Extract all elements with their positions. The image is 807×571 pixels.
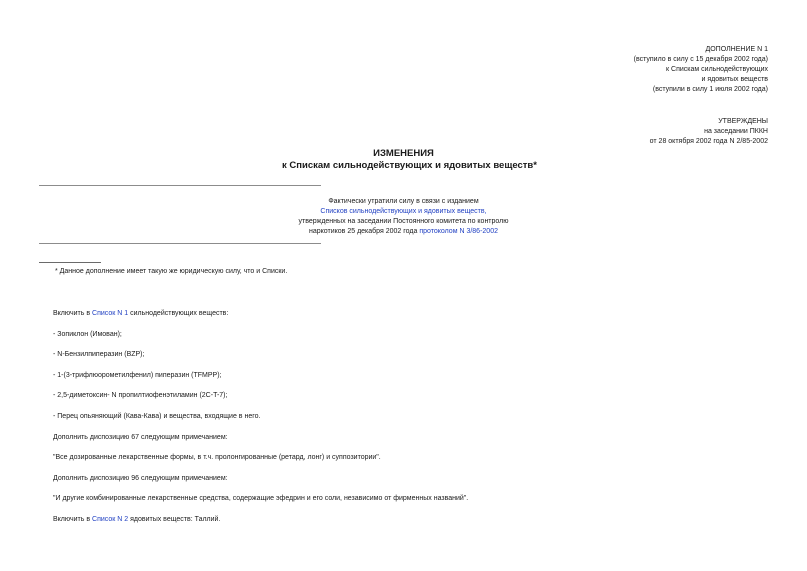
list-item: - 2,5-диметоксин- N пропилтиофенэтиламин (2C-T-7); [53,392,228,399]
list-1-link[interactable]: Список N 1 [92,310,129,317]
lists-link[interactable]: Списков сильнодействующих и ядовитых веществ, [320,208,487,215]
document-title [0,148,807,172]
status-note-line: утвержденных на заседании Постоянного комитета по контролю [298,218,509,225]
footnote: * Данное дополнение имеет такую же юридическую силу, что и Списки. [55,268,288,275]
addendum-header [634,45,768,95]
addendum-line: к Спискам сильнодействующих [666,66,768,73]
divider-bottom [39,243,321,244]
title-line-2: к Спискам сильнодействующих и ядовитых веществ* [282,160,537,171]
note-67-text: "Все дозированные лекарственные формы, в т.ч. пролонгированные (ретард, лонг) и суппозитории". [53,454,381,461]
approval-line: на заседании ПККН [704,128,768,135]
include-list2-paragraph: Включить в Список N 2 ядовитых веществ: Таллий. [53,516,221,523]
note-96-intro: Дополнить диспозицию 96 следующим примечанием: [53,475,228,482]
protocol-link[interactable]: протоколом N 3/86-2002 [419,228,498,235]
list-item: - Зопиклон (Имован); [53,331,122,338]
note-67-intro: Дополнить диспозицию 67 следующим примечанием: [53,434,228,441]
approval-header [650,117,768,147]
footnote-divider [39,262,101,263]
include-list1-paragraph: Включить в Список N 1 сильнодействующих веществ: [53,310,229,317]
addendum-line: (вступили в силу 1 июля 2002 года) [652,86,768,93]
list-2-link[interactable]: Список N 2 [92,516,129,523]
addendum-line: и ядовитых веществ [701,76,768,83]
divider-top [39,185,321,186]
approval-line: УТВЕРЖДЕНЫ [718,118,768,125]
list-item: - 1-(3-трифлюорометилфенил) пиперазин (TFMPP); [53,372,222,379]
status-note [0,197,807,237]
approval-line: от 28 октября 2002 года N 2/85-2002 [649,138,768,145]
status-note-line: Фактически утратили силу в связи с изданием [328,198,479,205]
addendum-line: (вступило в силу с 15 декабря 2002 года) [633,56,768,63]
note-96-text: "И другие комбинированные лекарственные средства, содержащие эфедрин и его соли, независимо от фирменных названий". [53,495,469,502]
title-line-1: ИЗМЕНЕНИЯ [373,148,434,159]
list-item: - N-Бензилпиперазин (BZP); [53,351,145,358]
status-note-line: наркотиков 25 декабря 2002 года [309,228,420,235]
list-item: - Перец опьяняющий (Кава-Кава) и вещества, входящие в него. [53,413,261,420]
addendum-line: ДОПОЛНЕНИЕ N 1 [705,46,768,53]
